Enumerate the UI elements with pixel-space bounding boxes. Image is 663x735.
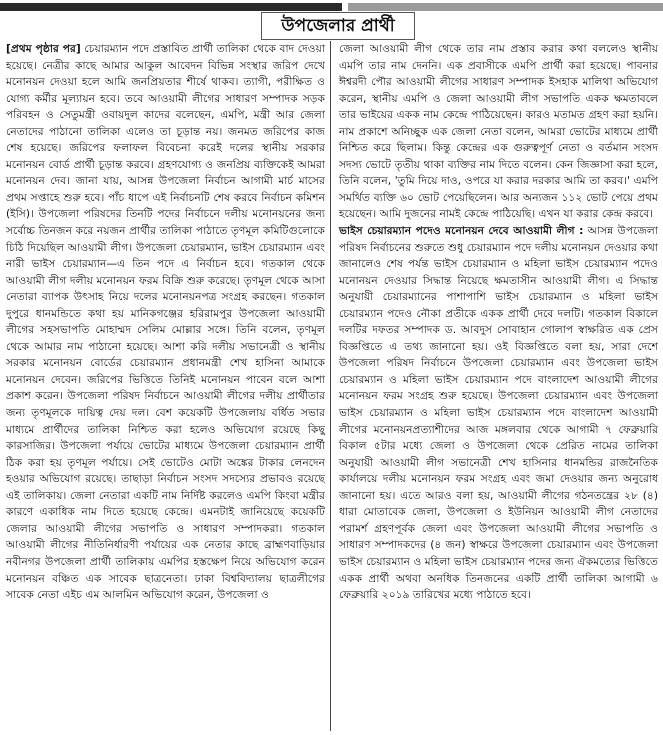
headline-box xyxy=(261,12,415,40)
left-paragraph xyxy=(6,41,325,604)
headline: উপজেলার প্রার্থী xyxy=(281,16,395,36)
continuation-reference: [প্রথম পৃষ্ঠার পর] xyxy=(6,42,81,55)
column-divider xyxy=(330,41,331,731)
top-rule-dark xyxy=(0,3,342,11)
right-paragraph-2 xyxy=(339,223,658,604)
subheading: ভাইস চেয়ারম্যান পদেও মনোনয়ন দেবে আওয়ামী লীগ : xyxy=(339,224,584,238)
right-column xyxy=(339,41,658,604)
left-body-text: চেয়ারম্যান পদে প্রস্তাবিত প্রার্থী তালিকা থেকে বাদ দেওয়া হয়েছে। নেত্রীর কাছে আমার আকুল আবেদন বিভিন্ন সংস্থার জরিপ দেখে মনোনয়ন দেওয়া হলে আমি জনপ্রিয়তার শীর্ষে থাকব। ত্যাগী, পরীক্ষিত ও যোগ্য কর্মীর মূল্যায়ন হবে। তবে আওয়ামী লীগের সাধারণ সম্পাদক সড়ক পরিবহন ও সেতুমন্ত্রী ওবায়দুল কাদের বলেছেন, এমপি, মন্ত্রী আর জেলা নেতাদের পাঠানো তালিকা এলেও তা চূড়ান্ত নয়। জনমত জরিপের কাজ শেষ হয়েছে। জরিপের ফলাফল বিবেচনা করেই দলের স্থানীয় সরকার মনোনয়ন বোর্ড প্রার্থী চূড়ান্ত করবে। গ্রহণযোগ্য ও জনপ্রিয় ব্যক্তিকেই আমরা মনোনয়ন দেব। জানা যায়, আসন্ন উপজেলা নির্বাচন আগামী মার্চ মাসের প্রথম সপ্তাহে শুরু হবে। পাঁচ ধাপে এই নির্বাচনটি শেষ করবে নির্বাচন কমিশন (ইসি)। উপজেলা পরিষদের তিনটি পদের নির্বাচনে দলীয় মনোনয়নের জন্য সর্বোচ্চ তিনজন করে নয়জন প্রার্থীর তালিকা পাঠাতে তৃণমূল কমিটিগুলোকে চিঠি দিয়েছিল আওয়ামী লীগ। উপজেলা চেয়ারম্যান, ভাইস চেয়ারম্যান এবং নারী ভাইস চেয়ারম্যান—এ তিন পদে এ নির্বাচন হবে। গতকাল থেকে আওয়ামী লীগ দলীয় মনোনয়ন ফরম বিক্রি শুরু করেছে। তৃণমূল থেকে আসা নেতারা ব্যাপক উৎসাহ নিয়ে দলের মনোনয়নপত্র সংগ্রহ করছেন। গতকাল দুপুরে ধানমন্ডিতে কথা হয় মানিকগঞ্জের হরিরামপুর উপজেলা আওয়ামী লীগের সহসভাপতি মোহাম্মদ সেলিম মোল্লার সঙ্গে। তিনি বলেন, তৃণমূল থেকে আমার নাম পাঠানো হয়েছে। আশা করি দলীয় সভানেত্রী ও স্থানীয় সরকার মনোনয়ন বোর্ডের চেয়ারম্যান প্রধানমন্ত্রী শেখ হাসিনা আমাকে মনোনয়ন দেবেন। জরিপের ভিত্তিতে তিনিই মনোনয়ন পাবেন বলে আশা প্রকাশ করেন। উপজেলা পরিষদ নির্বাচনে আওয়ামী লীগের দলীয় প্রার্থীতার জন্য তৃণমূলকে দায়িত্ব দেয় দল। বেশ কয়েকটি উপজেলায় বর্ধিত সভার মাধ্যমে প্রার্থীদের তালিকা নিশ্চিত করা হলেও অভিযোগ রয়েছে কিছু কারসাজির। উপজেলা পর্যায়ে ভোটের মাধ্যমে উপজেলা চেয়ারম্যান প্রার্থী ঠিক করা হয় তৃণমূল পর্যায়ে। সেই ভোটেও মোটা অঙ্কের টাকার লেনদেন হওয়ার অভিযোগ রয়েছে। তাছাড়া নির্বাচন সংসদ সদস্যের প্রভাবও রয়েছে এই তালিকায়। জেলা নেতারা একটি নাম নির্দিষ্ট করলেও এমপি কিংবা মন্ত্রীর কারণে একাধিক নাম দিতে হয়েছে কেন্দ্রে। এমনটাই জানিয়েছে কয়েকটি জেলার আওয়ামী লীগের সভাপতি ও সাধারণ সম্পাদকরা। গতকাল আওয়ামী লীগের নীতিনির্ধারণী পর্যায়ের এক নেতার কাছে ব্রাহ্মণবাড়িয়ার নবীনগর উপজেলা প্রার্থী তালিকায় এমপির হস্তক্ষেপ নিয়ে অভিযোগ করেন মনোনয়ন বঞ্চিত এক সাবেক ছাত্রনেতা। ঢাকা বিশ্ববিদ্যালয় ছাত্রলীগের সাবেক নেতা এইচ এম আলমিন অভিযোগ করেন, উপজেলা ও xyxy=(6,42,325,602)
right-body-text: আসন্ন উপজেলা পরিষদ নির্বাচনের শুরুতে শুধু চেয়ারম্যান পদে দলীয় মনোনয়ন দেওয়ার কথা জানালেও শেষ পর্যন্ত ভাইস চেয়ারম্যান ও মহিলা ভাইস চেয়ারম্যান পদেও মনোনয়ন দেওয়ার সিদ্ধান্ত নিয়েছে ক্ষমতাসীন আওয়ামী লীগ। এ সিদ্ধান্ত অনুযায়ী চেয়ারম্যানের পাশাপাশি ভাইস চেয়ারম্যান ও মহিলা ভাইস চেয়ারম্যান পদেও নৌকা প্রতীকে একক প্রার্থী দেবে দলটি। গতকাল বিকালে দলটির দফতর সম্পাদক ড. আবদুস সোবাহান গোলাপ স্বাক্ষরিত এক প্রেস বিজ্ঞপ্তিতে এ তথ্য জানানো হয়। ওই বিজ্ঞপ্তিতে বলা হয়, সারা দেশে উপজেলা পরিষদ নির্বাচনে উপজেলা চেয়ারম্যান এবং উপজেলা ভাইস চেয়ারম্যান ও মহিলা ভাইস চেয়ারম্যান পদে বাংলাদেশ আওয়ামী লীগের মনোনয়ন ফরম সংগ্রহ শুরু হয়েছে। উপজেলা চেয়ারম্যান এবং উপজেলা ভাইস চেয়ারম্যান ও মহিলা ভাইস চেয়ারম্যান পদে বাংলাদেশ আওয়ামী লীগের মনোনয়নপ্রত্যাশীদের আজ মঙ্গলবার থেকে আগামী ৭ ফেব্রুয়ারি বিকাল ৫টার মধ্যে জেলা ও উপজেলা থেকে প্রেরিত নামের তালিকা অনুযায়ী আওয়ামী লীগ সভানেত্রী শেখ হাসিনার ধানমন্ডির রাজনৈতিক কার্যালয়ে দলীয় মনোনয়ন ফরম সংগ্রহ এবং জমা দেওয়ার জন্য অনুরোধ জানানো হয়। এতে আরও বলা হয়, আওয়ামী লীগের গঠনতন্ত্রের ২৮ (৪) ধারা মোতাবেক জেলা, উপজেলা ও ইউনিয়ন আওয়ামী লীগ নেতাদের পরামর্শ গ্রহণপূর্বক জেলা এবং উপজেলা আওয়ামী লীগের সভাপতি ও সাধারণ সম্পাদকদের (৪ জন) স্বাক্ষরে উপজেলা চেয়ারম্যান এবং উপজেলা ভাইস চেয়ারম্যান ও মহিলা ভাইস চেয়ারম্যান পদের জন্য ঐকমত্যের ভিত্তিতে একক প্রার্থী অথবা অনধিক তিনজনের একটি প্রার্থী তালিকা আগামী ৬ ফেব্রুয়ারি ২০১৯ তারিখের মধ্যে পাঠাতে হবে। xyxy=(339,224,658,602)
right-paragraph-1: জেলা আওয়ামী লীগ থেকে তার নাম প্রস্তাব করার কথা বললেও স্থানীয় এমপি তার নাম দেননি। এক প্রবাসীকে এমপি প্রার্থী করা হয়েছে। পাবনার ঈশ্বরদী পৌর আওয়ামী লীগের সাধারণ সম্পাদক ইসহাক মালিথা অভিযোগ করেন, স্থানীয় এমপি ও জেলা আওয়ামী লীগ সভাপতি একক ক্ষমতাবলে তার ভাইয়ের একক নাম কেন্দ্রে পাঠিয়েছেন। কারও মতামত গ্রহণ করা হয়নি। নাম প্রকাশে অনিচ্ছুক এক জেলা নেতা বলেন, আমরা ভোটের মাধ্যমে প্রার্থী নিশ্চিত করে ছিলাম। কিন্তু কেন্দ্রের এক গুরুত্বপূর্ণ নেতা ও বর্তমান সংসদ সদস্য ভোটে তৃতীয় থাকা ব্যক্তির নাম দিতে বলেন। কেন জিজ্ঞাসা করা হলে, তিনি বলেন, 'তুমি দিয়ে দাও, ওপরে যা করার দরকার আমি তা করব।' এমপি সমর্থিত ব্যক্তি ৬০ ভোট পেয়েছিলেন। আর অন্যজন ১১২ ভোট পেয়ে প্রথম হয়েছেন। আমি দুজনের নামই কেন্দ্রে পাঠিয়েছি। এখন যা করার কেন্দ্র করবে। xyxy=(339,42,658,221)
left-column xyxy=(6,41,325,604)
top-rule-light xyxy=(348,3,663,11)
